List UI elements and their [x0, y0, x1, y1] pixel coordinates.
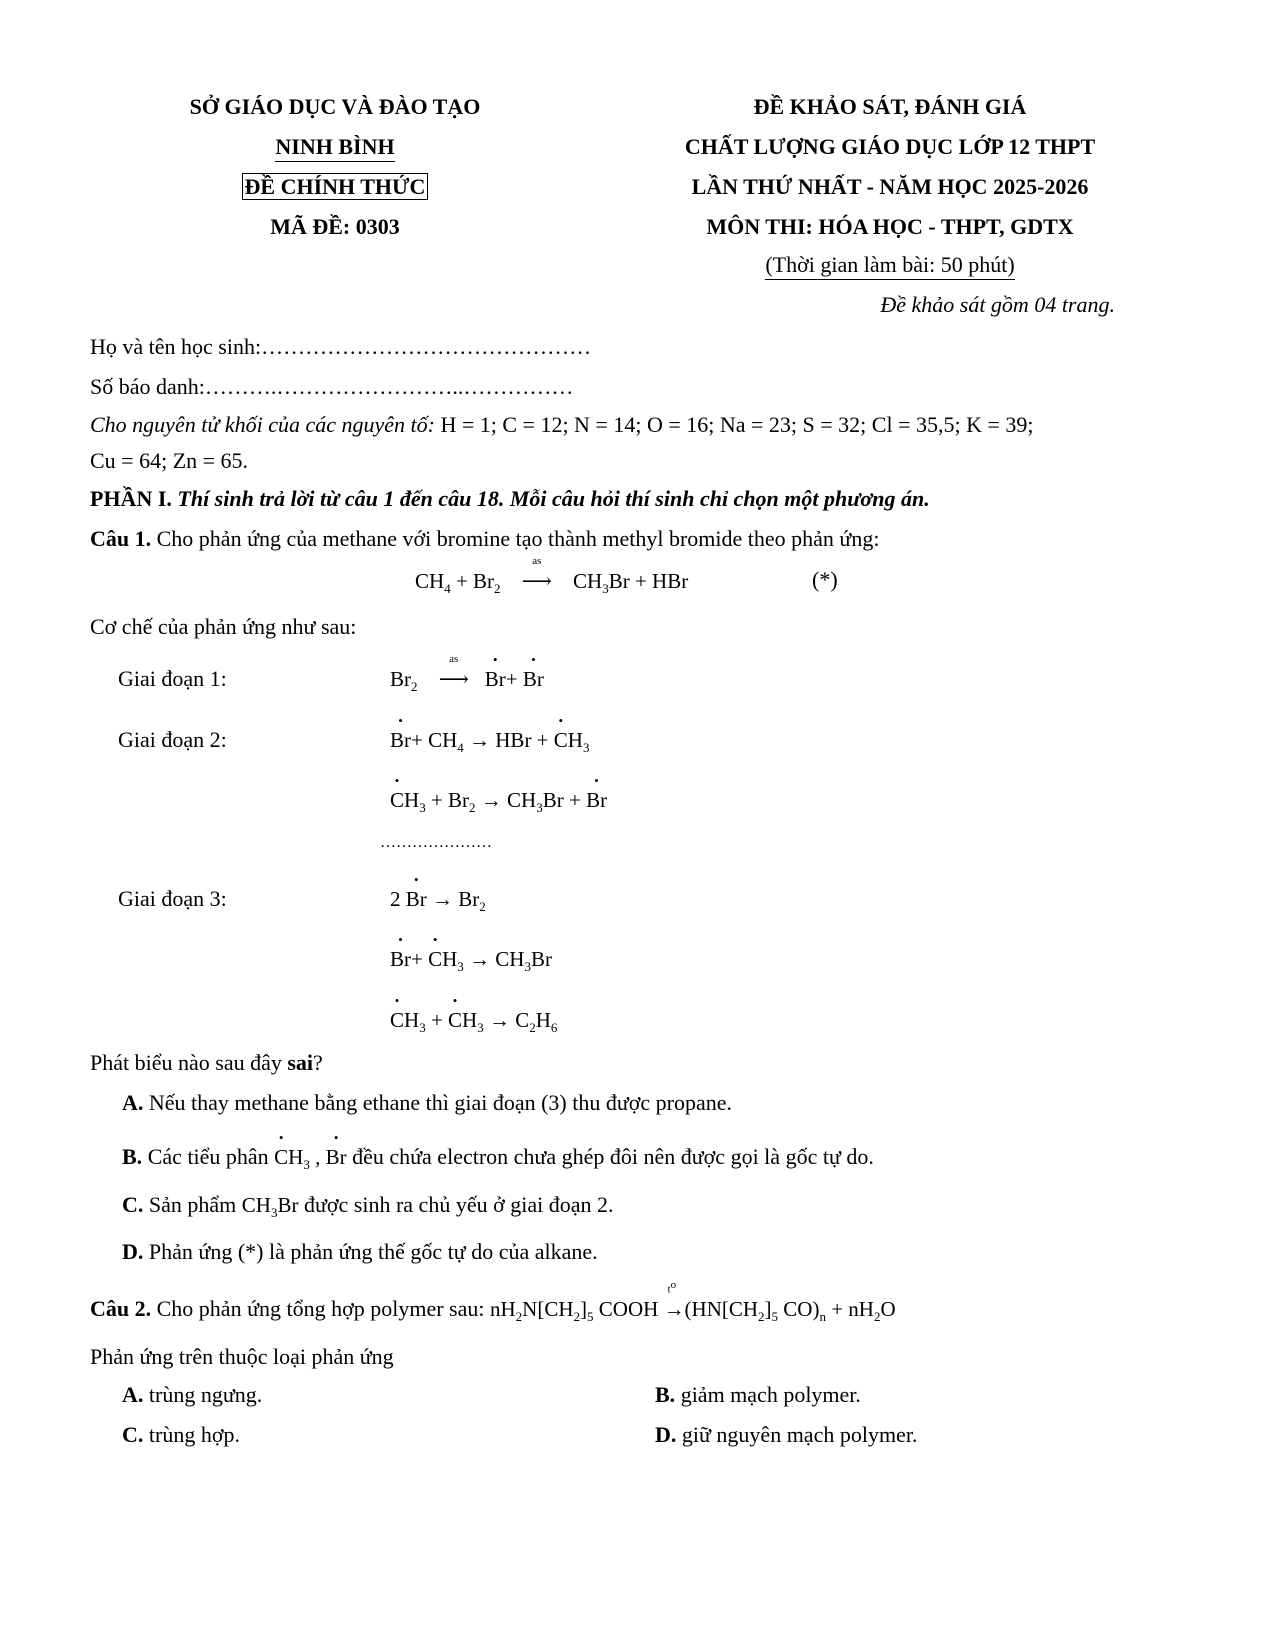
- option-label: A.: [122, 1090, 144, 1115]
- stage2-continuation: …………………: [380, 834, 492, 851]
- exam-title-line2: CHẤT LƯỢNG GIÁO DỤC LỚP 12 THPT: [684, 134, 1096, 159]
- q1-stem: [90, 526, 879, 552]
- q1-label: Câu 1.: [90, 526, 152, 551]
- q1-option-c[interactable]: [122, 1192, 613, 1221]
- option-text-pre: Sản phẩm: [148, 1192, 237, 1217]
- province-text: NINH BÌNH: [275, 134, 394, 162]
- q1-question-emphasis: sai: [287, 1050, 314, 1075]
- atomic-mass-intro: Cho nguyên tử khối của các nguyên tố:: [90, 412, 435, 437]
- option-text-pre: Các tiểu phân: [147, 1144, 269, 1169]
- reaction-mark: (*): [812, 567, 838, 592]
- student-name-field: Họ và tên học sinh:………………………………………: [90, 334, 592, 359]
- exam-time: [600, 252, 1180, 278]
- atomic-mass-line1: [90, 412, 1034, 438]
- exam-title-line1: ĐỀ KHẢO SÁT, ĐÁNH GIÁ: [753, 94, 1027, 119]
- q1-option-d[interactable]: [122, 1239, 598, 1265]
- department-name: SỞ GIÁO DỤC VÀ ĐÀO TẠO: [189, 94, 481, 119]
- stage3-eq2: • Br+ • $CH_3 \to CH_3Br$: [390, 947, 552, 975]
- option-label: A.: [122, 1382, 144, 1407]
- atomic-mass-line2: Cu = 64; Zn = 65.: [90, 448, 249, 473]
- option-text: Phản ứng (*) là phản ứng thế gốc tự do của alkane.: [148, 1239, 598, 1264]
- q1-question-text: Phát biểu nào sau đây: [90, 1050, 282, 1075]
- exam-subject: MÔN THI: HÓA HỌC - THPT, GDTX: [706, 214, 1074, 239]
- exam-time-text: (Thời gian làm bài: 50 phút): [765, 252, 1014, 280]
- q2-option-c[interactable]: [122, 1422, 240, 1448]
- option-label: B.: [655, 1382, 676, 1407]
- arrow-label: as: [449, 653, 459, 665]
- option-label: C.: [122, 1422, 144, 1447]
- stage2-label: Giai đoạn 2:: [118, 727, 227, 752]
- polymer-reaction: $nH_2N[CH_2]_5$ COOH $t^o$ $\to(HN[CH_2]_5$ $CO)_n + nH_2O$: [490, 1279, 896, 1324]
- option-label: C.: [122, 1192, 144, 1217]
- exam-title-line3: LẦN THỨ NHẤT - NĂM HỌC 2025-2026: [691, 174, 1089, 199]
- province-name: [150, 134, 520, 160]
- atomic-mass-values: H = 1; C = 12; N = 14; O = 16; Na = 23; S = 32; Cl = 35,5; K = 39;: [440, 412, 1034, 437]
- arrow-label: as: [532, 555, 542, 567]
- official-badge: [150, 174, 520, 200]
- option-label: D.: [122, 1239, 144, 1264]
- q1-text: Cho phản ứng của methane với bromine tạo thành methyl bromide theo phản ứng:: [156, 526, 880, 551]
- option-text-post: được sinh ra chủ yếu ở giai đoạn 2.: [303, 1192, 614, 1217]
- q1-question: [90, 1050, 323, 1076]
- arrow-as: as ⟶: [423, 667, 485, 692]
- option-label: D.: [655, 1422, 677, 1447]
- option-text: trùng ngưng.: [148, 1382, 263, 1407]
- page-count: Đề khảo sát gồm 04 trang.: [880, 292, 1115, 317]
- part1-title: PHẦN I.: [90, 486, 172, 511]
- q1-question-mark: ?: [313, 1050, 323, 1075]
- q2-stem: [90, 1279, 896, 1325]
- option-text: trùng hợp.: [148, 1422, 240, 1447]
- stage1-label: Giai đoạn 1:: [118, 666, 227, 691]
- option-text: giữ nguyên mạch polymer.: [681, 1422, 918, 1447]
- stage3-label: Giai đoạn 3:: [118, 886, 227, 911]
- stage3-eq1: 2 • $Br \to Br_2$: [390, 887, 486, 915]
- q1-option-b[interactable]: [122, 1144, 874, 1173]
- student-id-field: Số báo danh:……….……………………..……………: [90, 374, 574, 399]
- stage2-eq1: • $Br+ CH_4$ → HBr + • $CH_3$: [390, 728, 589, 756]
- q2-label: Câu 2.: [90, 1296, 152, 1321]
- q1-main-reaction: $CH_4 + Br_2$ as ⟶ $CH_3Br$ + HBr: [415, 555, 689, 596]
- q2-option-d[interactable]: [655, 1422, 917, 1448]
- arrow-as: as ⟶: [506, 569, 568, 594]
- part1-heading: [90, 486, 930, 512]
- mechanism-intro: Cơ chế của phản ứng như sau:: [90, 614, 357, 639]
- product-formula: $CH_3Br$: [241, 1193, 299, 1220]
- q2-type-text: Phản ứng trên thuộc loại phản ứng: [90, 1344, 394, 1369]
- part1-instruction: Thí sinh trả lời từ câu 1 đến câu 18. Mỗi câu hỏi thí sinh chỉ chọn một phương án.: [177, 486, 930, 511]
- q1-option-a[interactable]: [122, 1090, 732, 1116]
- option-text: giảm mạch polymer.: [680, 1382, 861, 1407]
- option-label: B.: [122, 1144, 143, 1169]
- option-text-post: đều chứa electron chưa ghép đôi nên được gọi là gốc tự do.: [352, 1144, 874, 1169]
- q2-option-a[interactable]: [122, 1382, 262, 1408]
- official-text: ĐỀ CHÍNH THỨC: [242, 173, 429, 200]
- stage1-eq: $Br_2$ as ⟶• Br+ • Br: [390, 667, 544, 695]
- stage3-eq3: • $CH_3$ + • $CH_3 \to C_2H_6$: [390, 1008, 557, 1036]
- stage2-eq2: • $CH_3 + Br_2 \to CH_3Br$ + • Br: [390, 788, 607, 816]
- option-text: Nếu thay methane bằng ethane thì giai đoạn (3) thu được propane.: [148, 1090, 733, 1115]
- q2-option-b[interactable]: [655, 1382, 861, 1408]
- q2-text: Cho phản ứng tổng hợp polymer sau:: [156, 1296, 485, 1321]
- radical-formulas: • $CH_3$ , • Br: [274, 1145, 346, 1169]
- exam-code: MÃ ĐỀ: 0303: [270, 214, 400, 239]
